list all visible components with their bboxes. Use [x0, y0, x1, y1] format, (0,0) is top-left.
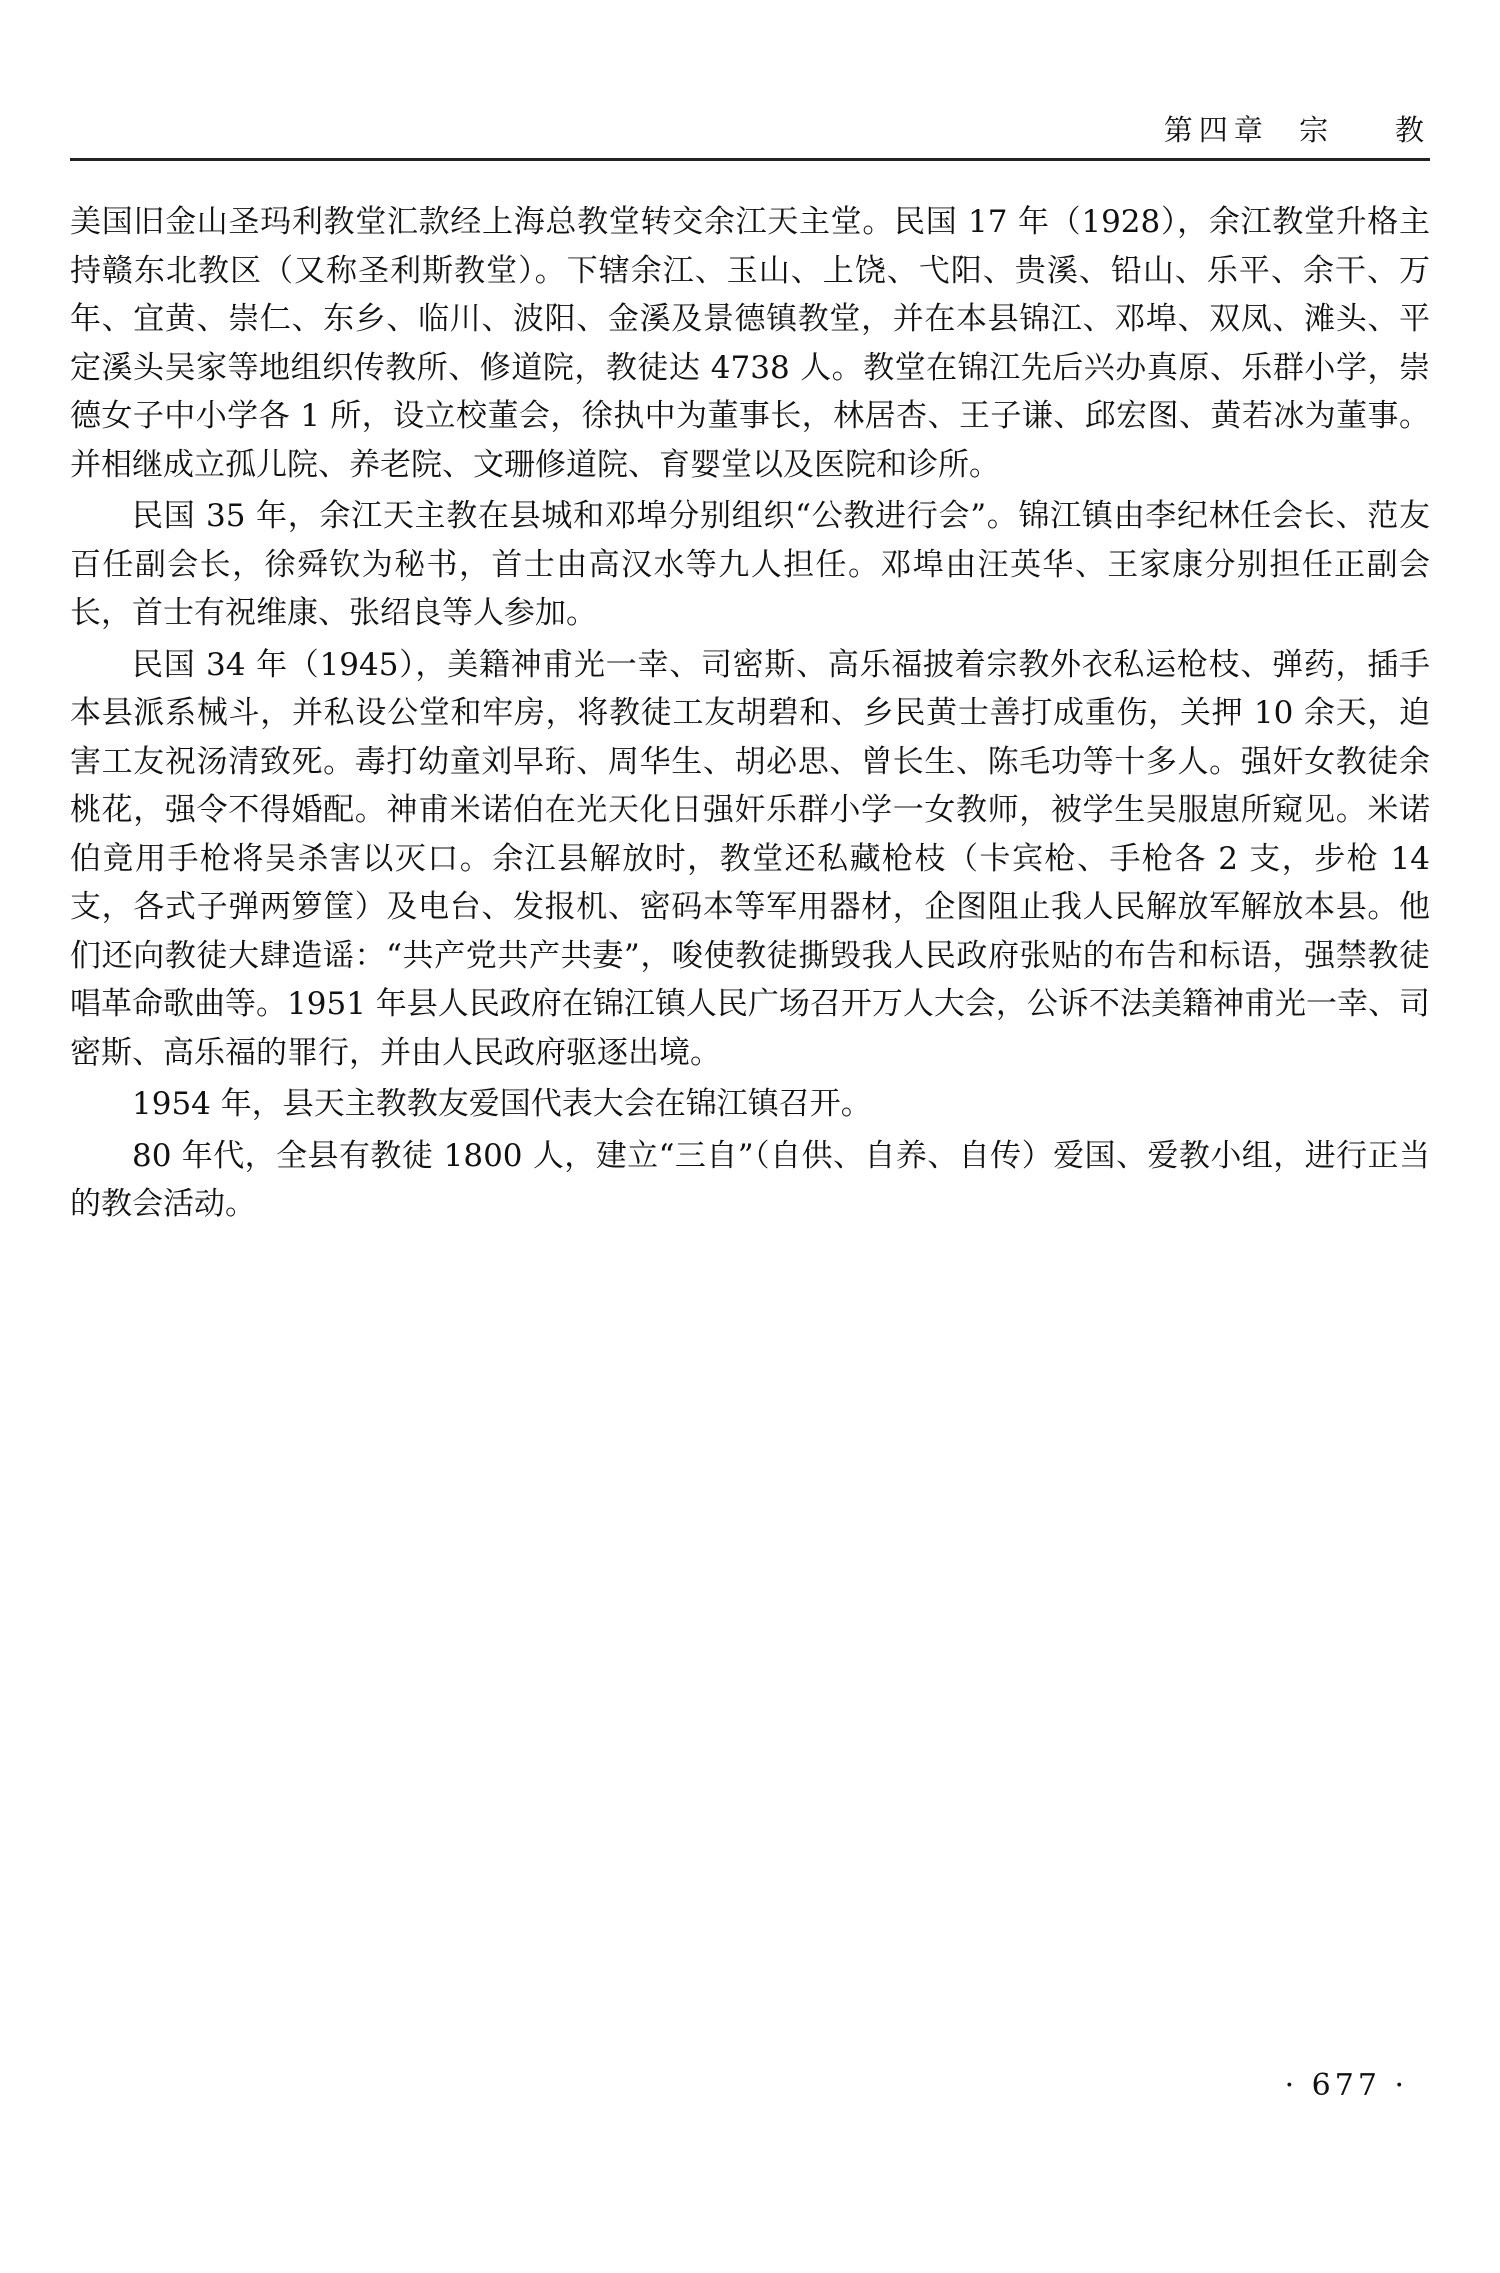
running-header	[70, 100, 1430, 160]
paragraph: 民国 34 年（1945），美籍神甫光一幸、司密斯、高乐福披着宗教外衣私运枪枝、弹药，插手本县派系械斗，并私设公堂和牢房，将教徒工友胡碧和、乡民黄士善打成重伤，关押 10 余天，迫害工友祝汤清致死。毒打幼童刘早珩、周华生、胡必思、曾长生、陈毛功等十多人。强奸女教徒余桃花，强令不得婚配。神甫米诺伯在光天化日强奸乐群小学一女教师，被学生吴服崽所窥见。米诺伯竟用手枪将吴杀害以灭口。余江县解放时，教堂还私藏枪枝（卡宾枪、手枪各 2 支，步枪 14 支，各式子弹两箩筐）及电台、发报机、密码本等军用器材，企图阻止我人民解放军解放本县。他们还向教徒大肆造谣：“共产党共产共妻”，唆使教徒撕毁我人民政府张贴的布告和标语，强禁教徒唱革命歌曲等。1951 年县人民政府在锦江镇人民广场召开万人大会，公诉不法美籍神甫光一幸、司密斯、高乐福的罪行，并由人民政府驱逐出境。	[70, 646, 1430, 1071]
header-rule	[70, 158, 1430, 161]
paragraph-continuation: 美国旧金山圣玛利教堂汇款经上海总教堂转交余江天主堂。民国 17 年（1928），余江教堂升格主持赣东北教区（又称圣利斯教堂）。下辖余江、玉山、上饶、弋阳、贵溪、铅山、乐平、余干、万年、宜黄、崇仁、东乡、临川、波阳、金溪及景德镇教堂，并在本县锦江、邓埠、双凤、滩头、平定溪头吴家等地组织传教所、修道院，教徒达 4738 人。教堂在锦江先后兴办真原、乐群小学，崇德女子中小学各 1 所，设立校董会，徐执中为董事长，林居杏、王子谦、邱宏图、黄若冰为董事。并相继成立孤儿院、养老院、文珊修道院、育婴堂以及医院和诊所。	[70, 204, 1430, 483]
chapter-heading: 第四章 宗 教	[1163, 113, 1430, 147]
paragraph: 80 年代，全县有教徒 1800 人，建立“三自”（自供、自养、自传）爱国、爱教小组，进行正当的教会活动。	[70, 1137, 1430, 1222]
page-number: · 677 ·	[1284, 2068, 1408, 2103]
paragraph: 1954 年，县天主教教友爱国代表大会在锦江镇召开。	[132, 1086, 872, 1122]
paragraph: 民国 35 年，余江天主教在县城和邓埠分别组织“公教进行会”。锦江镇由李纪林任会长、范友百任副会长，徐舜钦为秘书，首士由高汉水等九人担任。邓埠由汪英华、王家康分别担任正副会长，首士有祝维康、张绍良等人参加。	[70, 498, 1430, 631]
body-text	[70, 198, 1430, 1232]
